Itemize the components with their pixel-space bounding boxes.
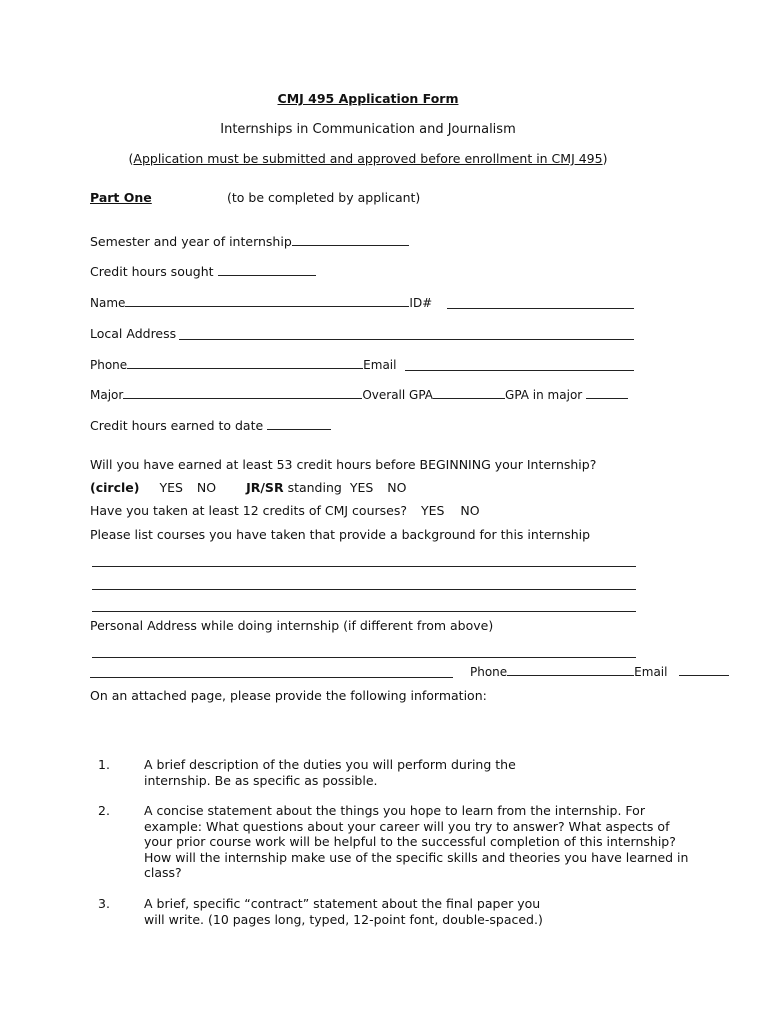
credit-sought-row: [90, 264, 316, 279]
local-address-field[interactable]: [179, 339, 634, 340]
name-field[interactable]: [125, 295, 409, 307]
phone-row: [90, 357, 396, 372]
email2-field[interactable]: [679, 664, 729, 676]
circle-label: (circle): [90, 480, 140, 495]
note-text: Application must be submitted and approved before enrollment in CMJ 495: [133, 151, 603, 166]
courses-prompt: Please list courses you have taken that provide a background for this internship: [90, 527, 591, 542]
major-label: Major: [90, 388, 124, 402]
form-subtitle: Internships in Communication and Journalism: [220, 122, 516, 137]
courses-line-3[interactable]: [92, 611, 636, 612]
item-number: 2.: [98, 803, 110, 818]
personal-address-prompt: Personal Address while doing internship (if different from above): [90, 618, 494, 633]
item-number: 1.: [98, 757, 110, 772]
form-title: CMJ 495 Application Form: [277, 91, 459, 106]
yes-option-53[interactable]: YES: [159, 480, 183, 495]
circle-row: [90, 480, 406, 495]
phone2-field[interactable]: [507, 664, 634, 676]
jr-sr-label: JR/SR: [246, 480, 284, 495]
question-53-credits: Will you have earned at least 53 credit hours before BEGINNING your Internship?: [90, 457, 597, 472]
note-open: (: [128, 151, 134, 166]
name-row: [90, 295, 432, 310]
major-row: [90, 387, 628, 402]
no-option-53[interactable]: NO: [196, 480, 217, 495]
part-one-instruction: (to be completed by applicant): [227, 190, 421, 205]
major-field[interactable]: [123, 387, 362, 399]
part-one-heading: Part One: [90, 190, 152, 205]
gpa-major-field[interactable]: [586, 387, 628, 399]
question-12-credits: Have you taken at least 12 credits of CMJ courses?: [90, 503, 407, 518]
gpa-major-label: GPA in major: [505, 388, 583, 402]
overall-gpa-field[interactable]: [433, 387, 505, 399]
attached-page-note: On an attached page, please provide the following information:: [90, 688, 487, 703]
item-text: A concise statement about the things you hope to learn from the internship. For example: What questions about your career will you try to answer? What aspects of your prior course work will be helpful to the successful completion of this internship? How will the internship make use of the specific skills and theories you have learned in class?: [144, 803, 689, 880]
no-option-12[interactable]: NO: [460, 503, 480, 518]
standing-label: standing: [287, 480, 342, 495]
question-12-credits-row: [90, 503, 480, 518]
semester-label: Semester and year of internship: [90, 234, 292, 249]
submission-note: [0, 151, 736, 166]
id-label: ID#: [409, 296, 433, 310]
item-number: 3.: [98, 896, 110, 911]
phone2-label: Phone: [470, 665, 508, 679]
yes-option-12[interactable]: YES: [420, 503, 445, 518]
local-address-label: Local Address: [90, 326, 177, 341]
credit-sought-field[interactable]: [218, 264, 316, 276]
credit-earned-field[interactable]: [267, 418, 331, 430]
phone-field[interactable]: [127, 357, 363, 369]
phone-label: Phone: [90, 358, 128, 372]
yes-option-standing[interactable]: YES: [349, 480, 374, 495]
item-text: A brief, specific “contract” statement about the final paper you will write. (10 pages long, typed, 12-point font, double-spaced.): [144, 896, 543, 927]
courses-line-1[interactable]: [92, 566, 636, 567]
email-field[interactable]: [405, 370, 634, 371]
courses-line-2[interactable]: [92, 589, 636, 590]
id-field[interactable]: [447, 308, 634, 309]
credit-sought-label: Credit hours sought: [90, 264, 214, 279]
item-text: A brief description of the duties you will perform during the internship. Be as specific as possible.: [144, 757, 516, 788]
phone2-row: [470, 664, 729, 679]
credit-earned-label: Credit hours earned to date: [90, 418, 264, 433]
overall-gpa-label: Overall GPA: [362, 388, 434, 402]
semester-field[interactable]: [292, 234, 409, 246]
email2-label: Email: [634, 665, 668, 679]
personal-address-line[interactable]: [92, 657, 636, 658]
semester-row: [90, 234, 409, 249]
note-close: ): [602, 151, 608, 166]
no-option-standing[interactable]: NO: [387, 480, 407, 495]
personal-address-line-2[interactable]: [90, 677, 453, 678]
email-label: Email: [363, 358, 397, 372]
name-label: Name: [90, 296, 126, 310]
credit-earned-row: [90, 418, 331, 433]
